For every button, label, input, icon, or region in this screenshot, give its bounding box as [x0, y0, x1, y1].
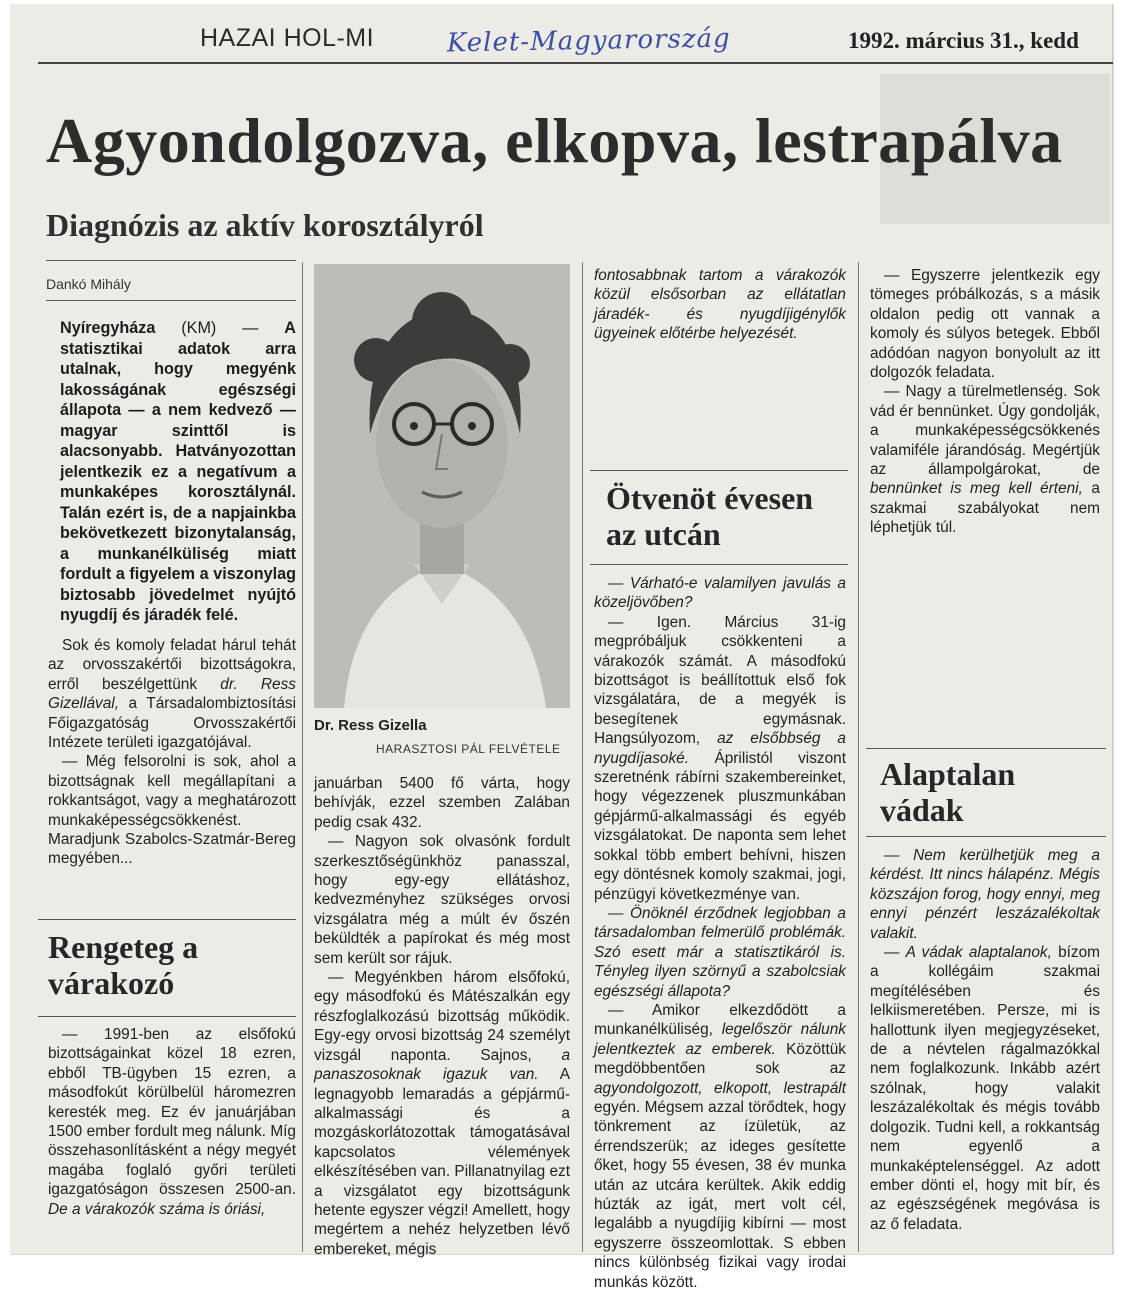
lead-place: Nyíregyháza	[60, 319, 156, 337]
section2-top-rule	[590, 470, 848, 471]
byline-rule	[46, 260, 296, 261]
section1-paragraph-3: — Megyénkben három elsőfokú, egy másodfokú és Mátészalkán egy részfoglalkozású bizottság működik. Egy-egy orvosi bizottság 24 személyt vizsgál naponta. Sajnos, a panaszosoknak igazuk van. A legnagyobb lemaradás a gépjármű-alkalmassági és a mozgáskorlátozottak támogatásával kapcsolatos vélemények elkészítésében van. Pillanatnyilag ezt a vizsgálatot egy bizottságunk hetente egyszer végzi! Amellett, hogy megértem a nehéz helyzetben lévő embereket, mégis	[314, 969, 570, 1258]
portrait-illustration	[314, 264, 570, 708]
section-heading-rengeteg: Rengeteg a várakozó	[48, 929, 199, 1001]
section-heading-alaptalan: Alaptalan vádak	[880, 756, 1016, 828]
section3-top-rule	[866, 748, 1106, 749]
intro-paragraph-2: — Még felsorolni is sok, ahol a bizottságnak kell megállapítani a rokkantságot, vagy a meghatározott munkaképességcsökkenést. Maradjunk Szabolcs-Szatmár-Bereg megyében...	[48, 753, 296, 868]
column-divider-2	[582, 262, 583, 1252]
lead-agency: (KM) —	[155, 319, 285, 337]
section3-bottom-rule	[866, 836, 1106, 837]
section1-paragraph-1: — 1991-ben az elsőfokú bizottságainkat közel 18 ezren, ebből TB-ügyben 15 ezren, a másodfokút körülbelül háromezren keresték meg. Ez év januárjában 1500 ember fordult meg nálunk. Míg összehasonlításként a négy megyét magába foglaló győri területi igazgatóságon összesen 2500-an. De a várakozók száma is óriási,	[48, 1026, 296, 1218]
portrait-photo	[314, 264, 570, 708]
byline-rule-bottom	[46, 300, 296, 301]
column-divider-1	[302, 262, 303, 1252]
article-headline: Agyondolgozva, elkopva, lestrapálva	[46, 105, 1063, 176]
section1-bottom-rule	[38, 1016, 296, 1017]
section2-paragraph-3: — Egyszerre jelentkezik egy tömeges próbálkozás, s a másik oldalon pedig ott vannak a komoly és súlyos betegek. Ebből adódóan nagyon bonyolult az itt dolgozók feladata.	[870, 267, 1100, 382]
photo-caption-name: Dr. Ress Gizella	[314, 717, 427, 734]
section1-top-rule	[38, 919, 296, 920]
section1-column-a	[48, 1025, 296, 1247]
section1-column-c	[594, 266, 846, 464]
lead-text: A statisztikai adatok arra utalnak, hogy megyénk lakosságának egészségi állapota — a nem kedvező — magyar szinttől is alacsonyabb. Hatványozottan jelentkezik ez a negatívum a munkaképes korosztálynál. Talán ezért is, de a napjainkba bekövetkezett bizonytalanság, a munkanélküliség miatt fordult a figyelem a viszonylag biztosabb jövedelmet nyújtó nyugdíj és járadék felé.	[60, 319, 296, 624]
lead-paragraph	[60, 318, 296, 626]
byline: Dankó Mihály	[46, 276, 131, 292]
section2-column-continued	[870, 266, 1100, 746]
newspaper-clipping	[10, 4, 1113, 1291]
section2-answer-2: — Amikor elkezdődött a munkanélküliség, legelőször nálunk jelentkeztek az emberek. Közöttük megdöbbentően sok az agyondolgozott, elkopott, lestrapált egyén. Mégsem azzal törődtek, hogy tönkrement az ízületük, az érrendszerük; az ideges gesítette őket, hogy 55 évesen, 38 év munka után az utcára kerültek. Akik eddig húzták az igát, mert volt cél, legalább a nyugdíjig kibírni — most egyszerre összeomlottak. S ebben nincs különbség fizikai vagy irodai munkás között.	[594, 1001, 846, 1291]
section-label: HAZAI HOL-MI	[200, 24, 375, 52]
header-divider	[38, 62, 1113, 64]
intro-paragraph-1: Sok és komoly feladat hárul tehát az orvosszakértői bizottságokra, erről beszélgettünk dr. Ress Gizellával, a Társadalombiztosítási Főigazgatóság Orvosszakértői Intézete területi igazgatójával.	[48, 637, 296, 752]
section3-question-1: — Nem kerülhetjük meg a kérdést. Itt nincs hálapénz. Mégis közszájon forog, hogy ennyi, meg ennyi pénzért leszázalékoltak valakit.	[870, 847, 1100, 942]
section1-paragraph-3-continued: fontosabbnak tartom a várakozók közül elsősorban az ellátatlan járadék- és nyugdíjigénylők ügyeinek előtérbe helyezését.	[594, 267, 846, 343]
section2-question-2: — Önöknél érződnek legjobban a társadalomban felmerülő problémák. Szó esett már a statisztikáról is. Tényleg ilyen szörnyű a szabolcsiak egészségi állapota?	[594, 904, 846, 1000]
article-subheadline: Diagnózis az aktív korosztályról	[46, 207, 484, 243]
section1-paragraph-2: — Nagyon sok olvasónk fordult szerkesztőségünkhöz panasszal, hogy egy-egy ellátáshoz, kedvezményhez szükséges orvosi vizsgálatra még a múlt év őszén beküldték a papírokat és még most sem került sor rájuk.	[314, 833, 570, 967]
section2-column	[594, 574, 846, 1291]
section3-column	[870, 846, 1100, 1246]
section1-column-b	[314, 774, 570, 1258]
intro-column	[48, 636, 296, 869]
issue-date: 1992. március 31., kedd	[848, 28, 1079, 53]
section2-paragraph-4: — Nagy a türelmetlenség. Sok vád ér bennünket. Úgy gondolják, a munkaképességcsökkenés valamiféle járandóság. Megértjük az állampolgárokat, de bennünket is meg kell érteni, a szakmai szabályokat nem léphetjük túl.	[870, 383, 1100, 537]
section2-answer-1: — Igen. Március 31-ig megpróbáljuk csökkenteni a várakozók számát. A másodfokú bizottságot is beállítottuk első fok vizsgálatára, de a megyék is besegítenek egymásnak. Hangsúlyozom, az elsőbbség a nyugdíjasoké. Áprilistól viszont szeretnénk rábírni szakembereinket, hogy végezzenek pluszmunkában gépjármű-alkalmassági és egyéb vizsgálatokat. De naponta sem lehet sokkal több embert behívni, hiszen egy döntésnek komoly szakmai, jogi, pénzügyi következménye van.	[594, 613, 846, 903]
photo-credit: HARASZTOSI PÁL FELVÉTELE	[376, 742, 561, 756]
section3-answer-1: — A vádak alaptalanok, bízom a kollégáim szakmai megítélésében és lelkiismeretében. Persze, mi is hallottunk ilyen megjegyzéseket, de a névtelen rágalmazókkal nem foglalkozunk. Inkább azért szólnak, hogy valakit leszázalékoltak és mégis tovább dolgozik. Tudni kell, a rokkantság nem egyenlő a munkaképtelenséggel. Az adott ember dönti el, hogy mit bír, és az egészségének megóvása is az ő feladata.	[870, 944, 1100, 1233]
handwritten-source-note: Kelet-Magyarország	[446, 23, 731, 59]
section1-paragraph-1-continued: januárban 5400 fő várta, hogy behívják, ezzel szemben Zalában pedig csak 432.	[314, 775, 570, 831]
section2-bottom-rule	[590, 564, 848, 565]
interviewee-name: dr. Ress Gizellával,	[48, 675, 296, 713]
column-divider-3	[858, 262, 859, 1252]
section-heading-otvenot: Ötvenöt évesen az utcán	[606, 480, 814, 552]
section2-question-1: — Várható-e valamilyen javulás a közeljövőben?	[594, 575, 846, 612]
